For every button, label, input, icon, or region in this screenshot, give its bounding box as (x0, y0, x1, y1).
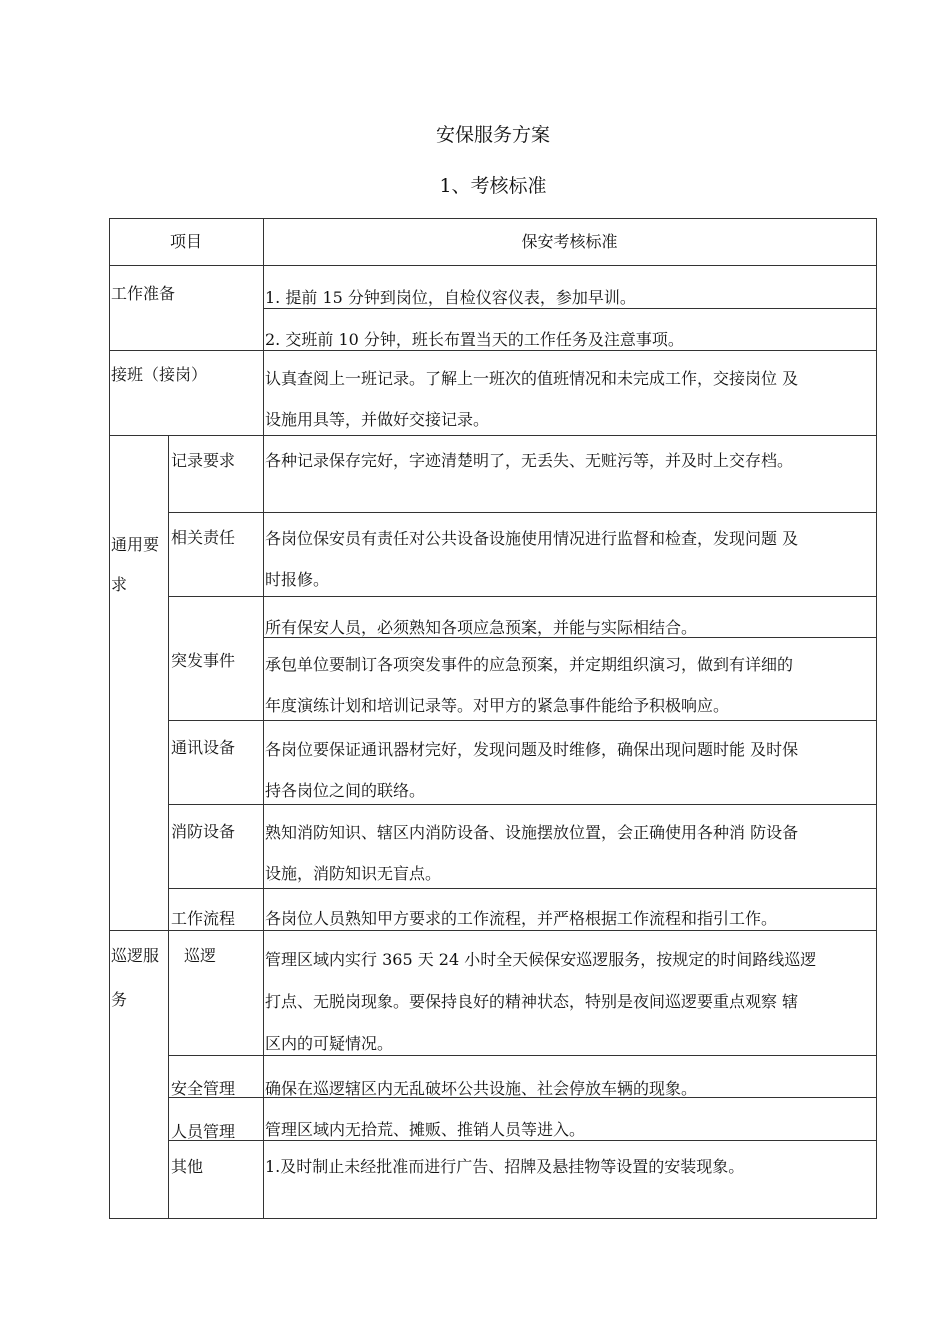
responsibility-text: 各岗位保安员有责任对公共设备设施使用情况进行监督和检查，发现问题 及 (265, 529, 799, 548)
patrol-text: 区内的可疑情况。 (265, 1034, 394, 1053)
row-label-fire: 消防设备 (171, 822, 236, 841)
shift-text: 认真查阅上一班记录。了解上一班次的值班情况和未完成工作，交接岗位 及 (265, 369, 799, 388)
prep-item-1: 1. 提前 15 分钟到岗位，自检仪容仪表，参加早训。 (265, 288, 636, 307)
header-item: 项目 (169, 232, 202, 251)
row-separator (109, 435, 877, 436)
fire-text: 设施，消防知识无盲点。 (265, 864, 442, 883)
emergency-text: 年度演练计划和培训记录等。对甲方的紧急事件能给予积极响应。 (265, 696, 730, 715)
table-border-bottom (109, 1218, 877, 1219)
group-label-patrol: 巡逻服 (111, 946, 160, 965)
patrol-text: 管理区域内实行 365 天 24 小时全天候保安巡逻服务，按规定的时间路线巡逻 (265, 950, 817, 969)
safety-text: 确保在巡逻辖区内无乱破坏公共设施、社会停放车辆的现象。 (265, 1079, 698, 1098)
table-border-left (109, 218, 110, 1219)
responsibility-text: 时报修。 (265, 570, 330, 589)
row-label-patrol: 巡逻 (184, 946, 217, 965)
shift-text: 设施用具等，并做好交接记录。 (265, 410, 490, 429)
row-label-safety: 安全管理 (171, 1079, 236, 1098)
row-label-record: 记录要求 (171, 451, 236, 470)
row-separator (109, 265, 877, 266)
row-label-communication: 通讯设备 (171, 738, 236, 757)
table-border-right (876, 218, 877, 1219)
row-label-other: 其他 (171, 1157, 204, 1176)
prep-item-2: 2. 交班前 10 分钟，班长布置当天的工作任务及注意事项。 (265, 330, 684, 349)
row-label-staff: 人员管理 (171, 1122, 236, 1141)
page-title: 安保服务方案 (435, 124, 550, 146)
other-text: 1.及时制止未经批准而进行广告、招牌及悬挂物等设置的安装现象。 (265, 1157, 745, 1176)
emergency-text: 所有保安人员，必须熟知各项应急预案，并能与实际相结合。 (265, 618, 698, 637)
row-label-responsibility: 相关责任 (171, 528, 236, 547)
workflow-text: 各岗位人员熟知甲方要求的工作流程，并严格根据工作流程和指引工作。 (265, 909, 778, 928)
section-heading: 1、考核标准 (439, 175, 547, 197)
emergency-text: 承包单位要制订各项突发事件的应急预案，并定期组织演习，做到有详细的 (265, 655, 794, 674)
record-text: 各种记录保存完好，字迹清楚明了，无丢失、无赃污等，并及时上交存档。 (265, 451, 794, 470)
row-label-prep: 工作准备 (111, 284, 176, 303)
fire-text: 熟知消防知识、辖区内消防设备、设施摆放位置，会正确使用各种消 防设备 (265, 823, 799, 842)
staff-text: 管理区域内无拾荒、摊贩、推销人员等进入。 (265, 1120, 586, 1139)
group-label-general: 求 (111, 575, 128, 594)
patrol-text: 打点、无脱岗现象。要保持良好的精神状态，特别是夜间巡逻要重点观察 辖 (265, 992, 799, 1011)
communication-text: 持各岗位之间的联络。 (265, 781, 426, 800)
header-standard: 保安考核标准 (521, 232, 618, 251)
table-col-divider (263, 218, 264, 1219)
row-label-workflow: 工作流程 (171, 909, 236, 928)
row-label-emergency: 突发事件 (171, 651, 236, 670)
group-label-patrol: 务 (111, 990, 128, 1009)
communication-text: 各岗位要保证通讯器材完好，发现问题及时维修，确保出现问题时能 及时保 (265, 740, 799, 759)
group-label-general: 通用要 (111, 535, 160, 554)
row-separator (168, 512, 877, 513)
table-border-top (109, 218, 877, 219)
row-label-shift: 接班（接岗） (111, 365, 208, 384)
table-sub-divider (168, 435, 169, 1219)
